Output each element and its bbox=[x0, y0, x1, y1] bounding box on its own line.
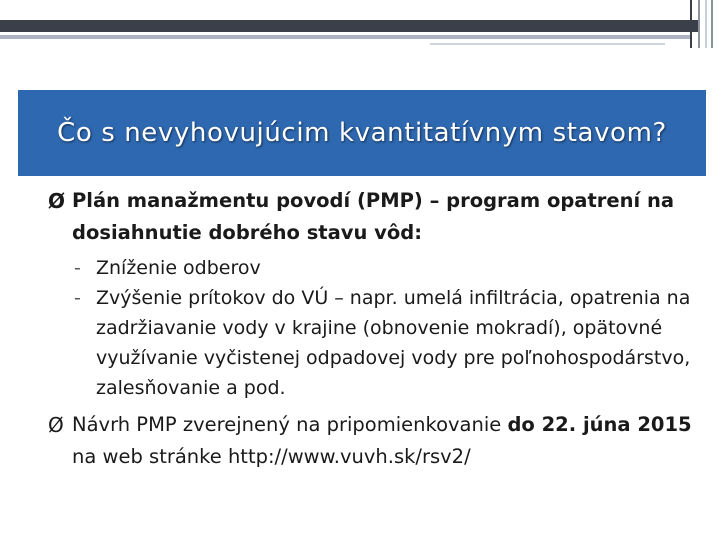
sub-marker: - bbox=[74, 257, 81, 279]
decor-vline bbox=[690, 0, 692, 48]
bullet-marker: Ø bbox=[48, 189, 66, 213]
decor-vline bbox=[698, 0, 700, 48]
decor-bar-light bbox=[0, 35, 690, 39]
sub-list bbox=[48, 253, 698, 403]
sub-item-text: Zníženie odberov bbox=[96, 257, 261, 279]
slide-title: Čo s nevyhovujúcim kvantitatívnym stavom? bbox=[57, 118, 667, 148]
list-item bbox=[74, 283, 698, 403]
bullet-2-text-part3: na web stránke http://www.vuvh.sk/rsv2/ bbox=[72, 445, 471, 468]
bullet-2-text-part1: Návrh PMP zverejnený na pripomienkovanie bbox=[72, 413, 508, 436]
list-item bbox=[74, 253, 698, 283]
top-decoration bbox=[0, 0, 720, 48]
decor-vline bbox=[705, 0, 707, 48]
bullet-marker: Ø bbox=[48, 413, 64, 437]
bullet-1 bbox=[48, 185, 698, 249]
decor-bar-dark bbox=[0, 20, 700, 32]
decor-vline bbox=[711, 0, 713, 48]
bullet-2 bbox=[48, 409, 698, 473]
bullet-1-text: Plán manažmentu povodí (PMP) – program opatrení na dosiahnutie dobrého stavu vôd: bbox=[72, 189, 675, 244]
deadline-date: do 22. júna 2015 bbox=[507, 413, 692, 436]
sub-item-text: Zvýšenie prítokov do VÚ – napr. umelá infiltrácia, opatrenia na zadržiavanie vody v krajine (obnovenie mokradí), opätovné využívanie vyčistenej odpadovej vody pre poľnohospodárstvo, zalesňovanie a pod. bbox=[96, 287, 691, 399]
title-band bbox=[18, 90, 706, 176]
slide-content bbox=[48, 185, 698, 473]
sub-marker: - bbox=[74, 287, 81, 309]
decor-bar-thin bbox=[430, 43, 665, 45]
